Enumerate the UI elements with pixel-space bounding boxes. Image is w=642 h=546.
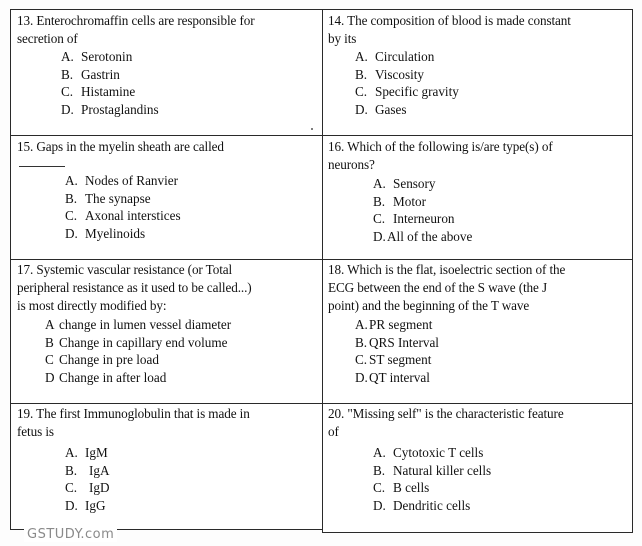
option-13-c[interactable]: C. Histamine [61,84,136,100]
question-16-stem [328,138,628,174]
option-19-a[interactable]: A. IgM [65,445,108,460]
option-16-b[interactable]: B. Motor [373,193,426,209]
option-15-a[interactable]: A. Nodes of Ranvier [65,173,179,188]
option-14-b[interactable]: B. Viscosity [355,66,425,82]
option-19-c[interactable]: C. IgD [65,480,110,496]
option-13-b[interactable]: B. Gastrin [61,66,120,82]
question-18-stem-line-1: 18. Which is the flat, isoelectric section of the [328,262,566,277]
question-17-stem-line-1: 17. Systemic vascular resistance (or Total [17,262,233,277]
question-14-stem-line-1: 14. The composition of blood is made constant [328,13,571,28]
question-13-stem-line-1: 13. Enterochromaffin cells are responsible for [17,13,255,28]
question-18-options [355,316,439,386]
watermark-text: GSTUDY.com [24,527,117,542]
option-13-a[interactable]: A. Serotonin [61,49,133,64]
question-13-stem-line-2: secretion of [17,31,78,46]
option-20-b[interactable]: B. Natural killer cells [373,462,492,478]
option-16-c[interactable]: C. Interneuron [373,211,455,227]
question-14-cell [322,9,633,136]
option-15-d[interactable]: D. Myelinoids [65,225,146,241]
option-16-d[interactable]: D. All of the above [373,228,473,244]
option-16-a[interactable]: A. Sensory [373,176,436,191]
question-15-stem [17,138,317,156]
option-15-c[interactable]: C. Axonal interstices [65,208,181,224]
option-18-d[interactable]: D. QT interval [355,369,430,385]
question-16-cell [322,135,633,260]
question-17-options [45,316,231,386]
question-19-stem-line-2: fetus is [17,424,54,439]
answer-blank-line [19,166,65,167]
question-20-stem [328,405,633,441]
option-17-c[interactable]: C Change in pre load [45,352,159,368]
question-19-stem [17,405,317,441]
question-19-options [65,444,110,514]
question-14-options [355,48,459,118]
option-17-a[interactable]: A change in lumen vessel diameter [45,317,232,332]
question-15-options [65,172,181,242]
question-18-stem-line-2: ECG between the end of the S wave (the J [328,280,548,295]
question-18-cell [322,259,633,404]
option-14-c[interactable]: C. Specific gravity [355,84,459,100]
question-18-stem-line-3: point) and the beginning of the T wave [328,298,530,313]
option-15-b[interactable]: B. The synapse [65,190,151,206]
question-19-stem-line-1: 19. The first Immunoglobulin that is made in [17,406,250,421]
question-18-stem [328,261,633,315]
question-17-stem-line-3: is most directly modified by: [17,298,167,313]
question-16-stem-line-1: 16. Which of the following is/are type(s) of [328,139,553,154]
question-17-cell [10,259,323,404]
question-15-cell [10,135,323,260]
question-13-stem [17,12,317,48]
question-20-options [373,444,491,514]
option-19-b[interactable]: B. IgA [65,462,110,478]
question-14-stem-line-2: by its [328,31,357,46]
option-19-d[interactable]: D. IgG [65,497,106,513]
question-13-cell [10,9,323,136]
option-18-b[interactable]: B. QRS Interval [355,334,439,350]
question-20-stem-line-1: 20. "Missing self" is the characteristic feature [328,406,564,421]
option-18-a[interactable]: A. PR segment [355,317,433,332]
option-14-d[interactable]: D. Gases [355,101,407,117]
question-20-stem-line-2: of [328,424,339,439]
option-17-b[interactable]: B Change in capillary end volume [45,334,228,350]
option-13-d[interactable]: D. Prostaglandins [61,101,159,117]
question-20-cell [322,403,633,533]
question-17-stem-line-2: peripheral resistance as it used to be called...) [17,280,252,295]
option-18-c[interactable]: C. ST segment [355,352,432,368]
question-16-options [373,175,472,245]
question-16-stem-line-2: neurons? [328,157,375,172]
question-15-stem-line-1: 15. Gaps in the myelin sheath are called [17,139,224,154]
option-14-a[interactable]: A. Circulation [355,49,435,64]
question-14-stem [328,12,628,48]
question-19-cell [10,403,323,530]
option-20-a[interactable]: A. Cytotoxic T cells [373,445,484,460]
speck [311,128,313,130]
option-20-d[interactable]: D. Dendritic cells [373,497,471,513]
option-17-d[interactable]: D Change in after load [45,369,167,385]
option-20-c[interactable]: C. B cells [373,480,430,496]
question-13-options [61,48,159,118]
question-17-stem [17,261,322,315]
